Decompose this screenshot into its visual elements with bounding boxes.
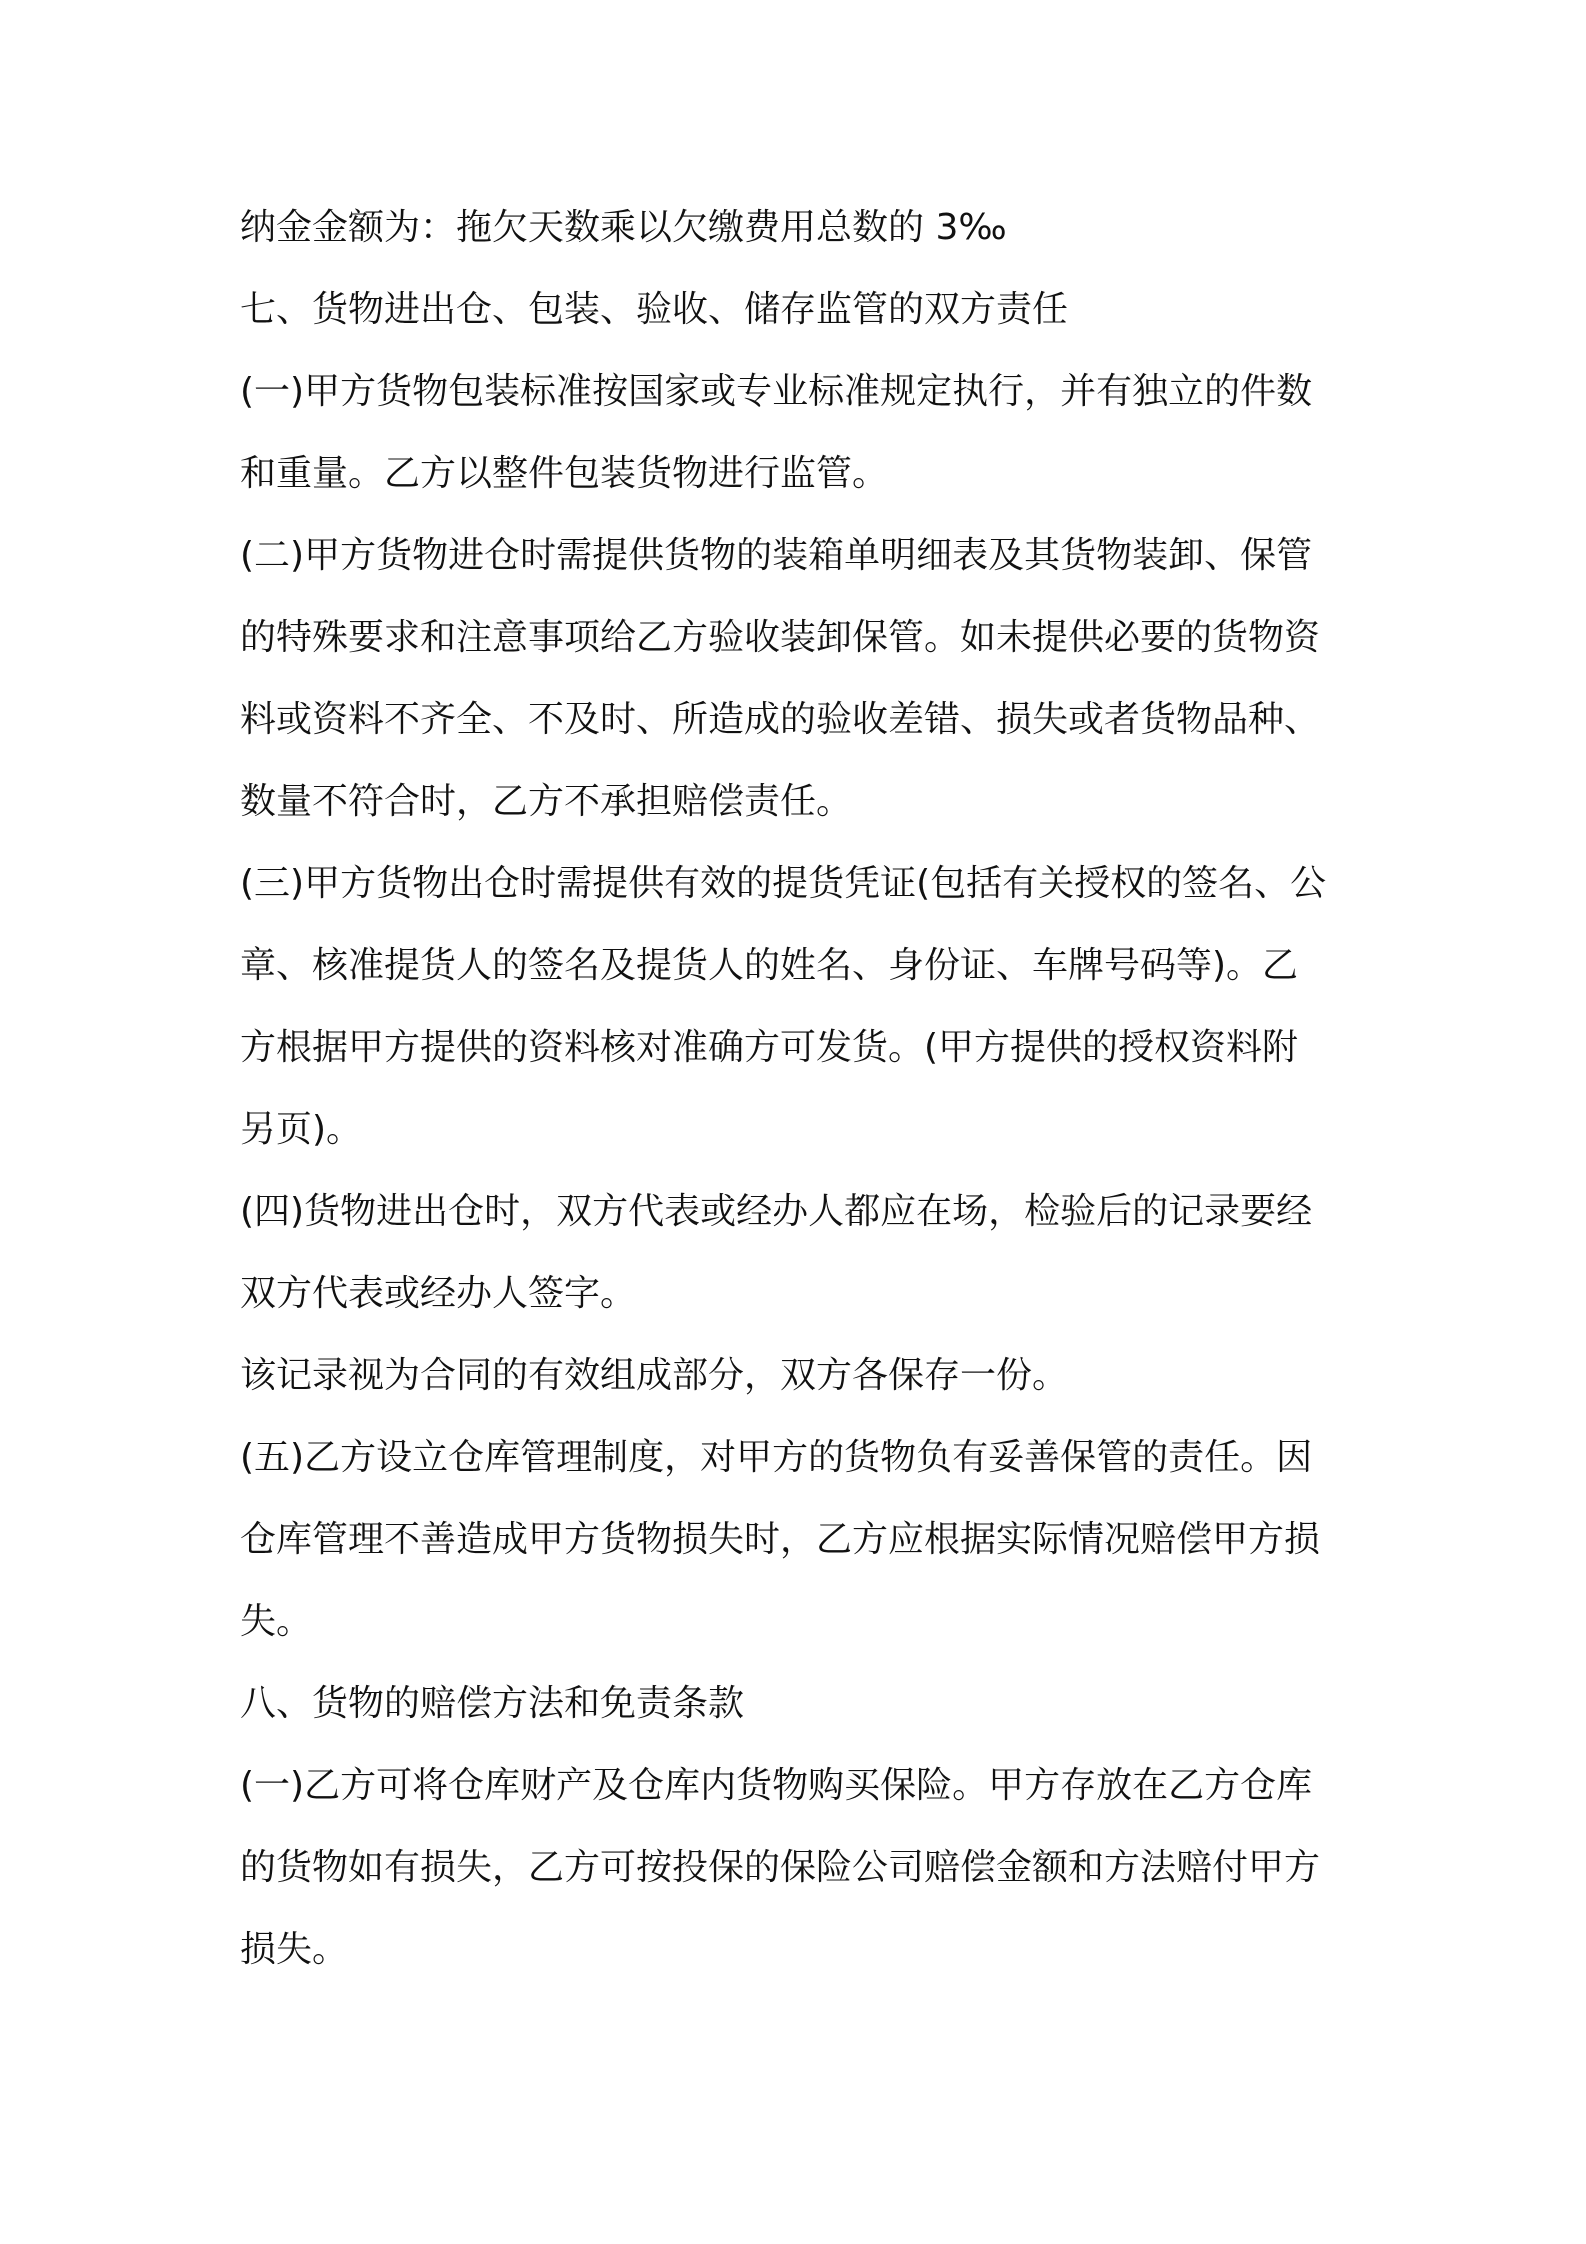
text-line: (四)货物进出仓时，双方代表或经办人都应在场，检验后的记录要经 bbox=[240, 1191, 1313, 1232]
text-line: 失。 bbox=[240, 1601, 313, 1642]
text-line: 料或资料不齐全、不及时、所造成的验收差错、损失或者货物品种、 bbox=[240, 699, 1321, 740]
text-line: 数量不符合时，乙方不承担赔偿责任。 bbox=[240, 781, 853, 822]
text-line: 该记录视为合同的有效组成部分，双方各保存一份。 bbox=[240, 1355, 1069, 1396]
text-line: 的货物如有损失，乙方可按投保的保险公司赔偿金额和方法赔付甲方 bbox=[240, 1847, 1321, 1888]
text-line: 损失。 bbox=[240, 1929, 349, 1970]
text-line: 另页)。 bbox=[240, 1109, 363, 1150]
text-line: (五)乙方设立仓库管理制度，对甲方的货物负有妥善保管的责任。因 bbox=[240, 1437, 1313, 1478]
text-line: 双方代表或经办人签字。 bbox=[240, 1273, 637, 1314]
text-line: 仓库管理不善造成甲方货物损失时，乙方应根据实际情况赔偿甲方损 bbox=[240, 1519, 1321, 1560]
section-heading: 七、货物进出仓、包装、验收、储存监管的双方责任 bbox=[240, 289, 1069, 330]
text-line: 的特殊要求和注意事项给乙方验收装卸保管。如未提供必要的货物资 bbox=[240, 617, 1321, 658]
section-heading: 八、货物的赔偿方法和免责条款 bbox=[240, 1683, 745, 1724]
text-line: 方根据甲方提供的资料核对准确方可发货。(甲方提供的授权资料附 bbox=[240, 1027, 1299, 1068]
text-line: (三)甲方货物出仓时需提供有效的提货凭证(包括有关授权的签名、公 bbox=[240, 863, 1327, 904]
text-line: 和重量。乙方以整件包装货物进行监管。 bbox=[240, 453, 889, 494]
text-line: (二)甲方货物进仓时需提供货物的装箱单明细表及其货物装卸、保管 bbox=[240, 535, 1313, 576]
text-line: (一)乙方可将仓库财产及仓库内货物购买保险。甲方存放在乙方仓库 bbox=[240, 1765, 1313, 1806]
text-line: 章、核准提货人的签名及提货人的姓名、身份证、车牌号码等)。乙 bbox=[240, 945, 1299, 986]
text-line: (一)甲方货物包装标准按国家或专业标准规定执行，并有独立的件数 bbox=[240, 371, 1313, 412]
text-line: 纳金金额为：拖欠天数乘以欠缴费用总数的 3‰ bbox=[240, 207, 1007, 248]
